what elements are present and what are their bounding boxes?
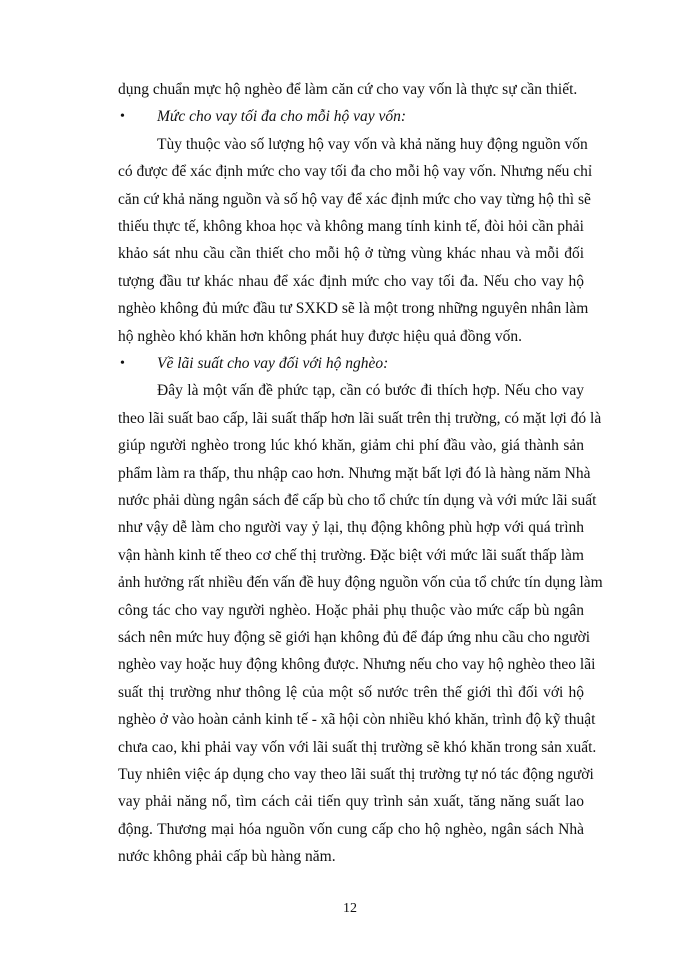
paragraph-line: khảo sát nhu cầu cần thiết cho mỗi hộ ở từng vùng khác nhau và mỗi đối	[118, 245, 584, 263]
paragraph-line: có được để xác định mức cho vay tối đa cho mỗi hộ vay vốn. Nhưng nếu chỉ	[118, 163, 593, 181]
paragraph-line: nghèo ở vào hoàn cảnh kinh tế - xã hội còn nhiều khó khăn, trình độ kỹ thuật	[118, 711, 596, 729]
paragraph-line: nước phải dùng ngân sách để cấp bù cho tổ chức tín dụng và với mức lãi suất	[118, 492, 597, 509]
paragraph-line: ảnh hưởng rất nhiều đến vấn đề huy động nguồn vốn của tổ chức tín dụng làm	[118, 574, 603, 592]
paragraph-line: nước không phải cấp bù hàng năm.	[118, 848, 336, 866]
paragraph-line: Tùy thuộc vào số lượng hộ vay vốn và khả năng huy động nguồn vốn	[157, 135, 588, 153]
paragraph-line: thiếu thực tế, không khoa học và không mang tính kinh tế, đòi hỏi cần phải	[118, 218, 584, 235]
paragraph-line: Đây là một vấn đề phức tạp, cần có bước đi thích hợp. Nếu cho vay	[157, 382, 584, 400]
paragraph-line: động. Thương mại hóa nguồn vốn cung cấp cho hộ nghèo, ngân sách Nhà	[118, 820, 584, 838]
paragraph-line: dụng chuẩn mực hộ nghèo để làm căn cứ cho vay vốn là thực sự cần thiết.	[118, 81, 578, 98]
paragraph-line: như vậy dễ làm cho người vay ỷ lại, thụ động không phù hợp với quá trình	[118, 519, 584, 537]
paragraph-line: sách nên mức huy động sẽ giới hạn không đủ để đáp ứng nhu cầu cho người	[118, 629, 591, 646]
section-heading: Mức cho vay tối đa cho mỗi hộ vay vốn:	[157, 108, 407, 126]
paragraph-line: công tác cho vay người nghèo. Hoặc phải phụ thuộc vào mức cấp bù ngân	[118, 601, 584, 619]
paragraph-line: chưa cao, khi phải vay vốn với lãi suất thị trường sẽ khó khăn trong sản xuất.	[118, 738, 597, 756]
paragraph-line: căn cứ khả năng nguồn và số hộ vay để xác định mức cho vay từng hộ thì sẽ	[118, 190, 591, 208]
paragraph-line: theo lãi suất bao cấp, lãi suất thấp hơn lãi suất trên thị trường, có mặt lợi đó là	[118, 409, 602, 427]
paragraph-line: tượng đầu tư khác nhau để xác định mức cho vay tối đa. Nếu cho vay hộ	[118, 272, 584, 290]
bullet-icon: •	[120, 109, 125, 125]
paragraph-line: nghèo vay hoặc huy động không được. Nhưng nếu cho vay hộ nghèo theo lãi	[118, 656, 596, 674]
paragraph-line: nghèo không đủ mức đầu tư SXKD sẽ là một trong những nguyên nhân làm	[118, 300, 589, 318]
paragraph-line: Tuy nhiên việc áp dụng cho vay theo lãi suất thị trường tự nó tác động người	[118, 766, 594, 783]
paragraph-line: giúp người nghèo trong lúc khó khăn, giảm chi phí đầu vào, giá thành sản	[118, 437, 584, 455]
page-number: 12	[343, 901, 357, 916]
paragraph-line: vay phải năng nổ, tìm cách cải tiến quy trình sản xuất, tăng năng suất lao	[118, 793, 584, 811]
section-heading: Về lãi suất cho vay đối với hộ nghèo:	[157, 355, 389, 372]
bullet-icon: •	[120, 356, 125, 371]
paragraph-line: hộ nghèo khó khăn hơn không phát huy được hiệu quả đồng vốn.	[118, 327, 523, 345]
paragraph-line: phẩm làm ra thấp, thu nhập cao hơn. Nhưng mặt bất lợi đó là hàng năm Nhà	[118, 464, 591, 482]
paragraph-line: vận hành kinh tế theo cơ chế thị trường. Đặc biệt với mức lãi suất thấp làm	[118, 546, 584, 564]
paragraph-line: suất thị trường như thông lệ của một số nước trên thế giới thì đối với hộ	[118, 683, 584, 701]
